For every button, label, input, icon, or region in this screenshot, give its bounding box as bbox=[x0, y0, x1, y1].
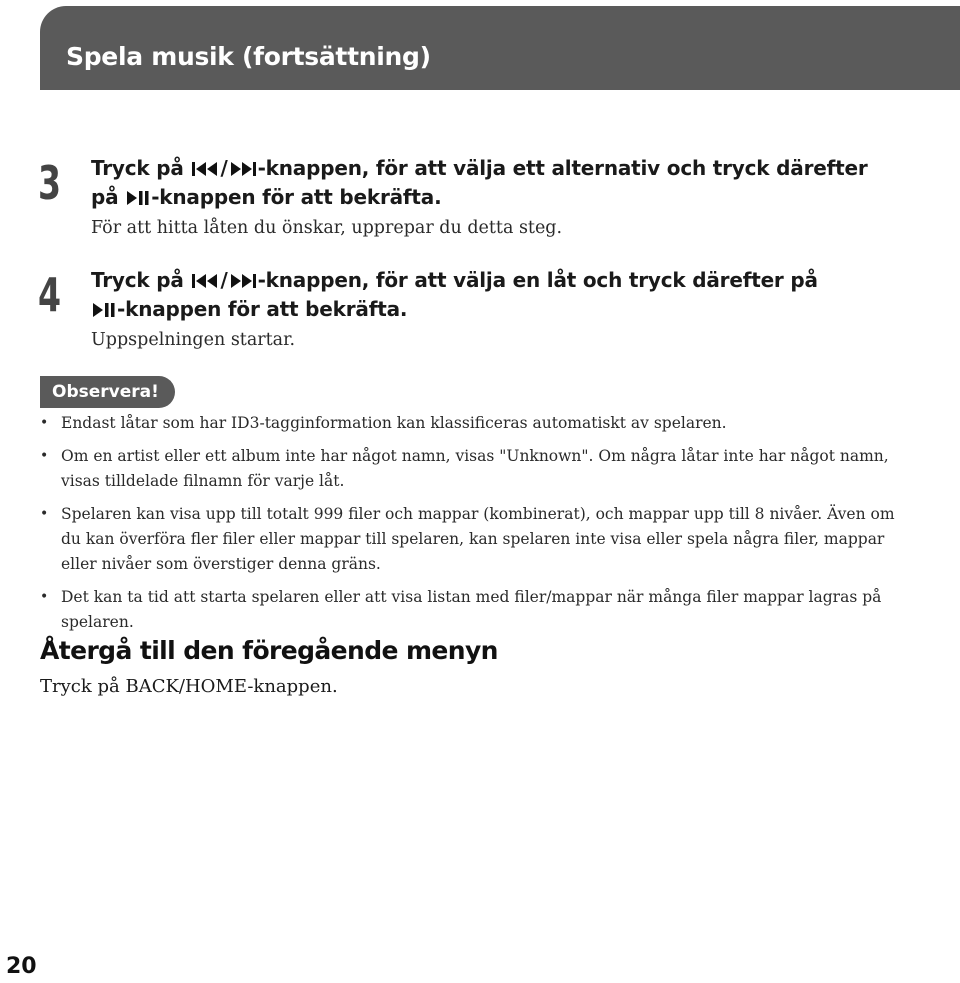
note-text: Endast låtar som har ID3-tagginformation kan klassificeras automatiskt av spelaren. bbox=[61, 414, 727, 432]
step-instruction bbox=[91, 266, 951, 324]
note-text: Spelaren kan visa upp till totalt 999 filer och mappar (kombinerat), och mappar upp till 8 nivåer. Även om du kan överföra fler filer eller mappar till spelaren, kan spelaren inte visa eller spela några filer, mappar eller nivåer som överstiger denna gräns. bbox=[61, 505, 895, 573]
page-title: Spela musik (fortsättning) bbox=[66, 42, 431, 71]
step-text: -knappen för att bekräfta. bbox=[151, 185, 442, 209]
step-instruction bbox=[91, 154, 951, 212]
page-number: 20 bbox=[6, 954, 37, 979]
step-description: För att hitta låten du önskar, upprepar du detta steg. bbox=[91, 218, 563, 238]
bullet: • bbox=[40, 506, 49, 522]
bullet: • bbox=[40, 448, 49, 464]
header-bar bbox=[40, 6, 960, 90]
step-text: -knappen, för att välja en låt och tryck därefter på bbox=[257, 268, 818, 292]
bullet: • bbox=[40, 415, 49, 431]
step-text: / bbox=[220, 268, 228, 292]
step-description: Uppspelningen startar. bbox=[91, 330, 296, 350]
note-text: Det kan ta tid att starta spelaren eller att visa listan med filer/mappar när många filer mappar lagras på spelaren. bbox=[61, 588, 882, 631]
step-number: 3 bbox=[38, 156, 62, 210]
note-item bbox=[40, 411, 910, 436]
step-text: -knappen, för att välja ett alternativ och tryck därefter bbox=[257, 156, 868, 180]
step-text: / bbox=[220, 156, 228, 180]
step-text: Tryck på bbox=[91, 268, 191, 292]
note-item bbox=[40, 502, 910, 577]
next-track-icon bbox=[229, 273, 257, 289]
section-heading: Återgå till den föregående menyn bbox=[40, 636, 498, 665]
section-body: Tryck på BACK/HOME-knappen. bbox=[40, 676, 338, 697]
step-text: på bbox=[91, 185, 126, 209]
note-text: Om en artist eller ett album inte har något namn, visas "Unknown". Om några låtar inte har något namn, visas tilldelade filnamn för varje låt. bbox=[61, 447, 889, 490]
step-number: 4 bbox=[38, 268, 62, 322]
bullet: • bbox=[40, 589, 49, 605]
note-list bbox=[40, 411, 910, 643]
play-pause-icon bbox=[126, 190, 150, 206]
previous-track-icon bbox=[191, 161, 219, 177]
step-text: Tryck på bbox=[91, 156, 191, 180]
step-text: -knappen för att bekräfta. bbox=[117, 297, 408, 321]
note-badge: Observera! bbox=[40, 376, 175, 408]
play-pause-icon bbox=[92, 302, 116, 318]
note-item bbox=[40, 444, 910, 494]
next-track-icon bbox=[229, 161, 257, 177]
note-item bbox=[40, 585, 910, 635]
previous-track-icon bbox=[191, 273, 219, 289]
